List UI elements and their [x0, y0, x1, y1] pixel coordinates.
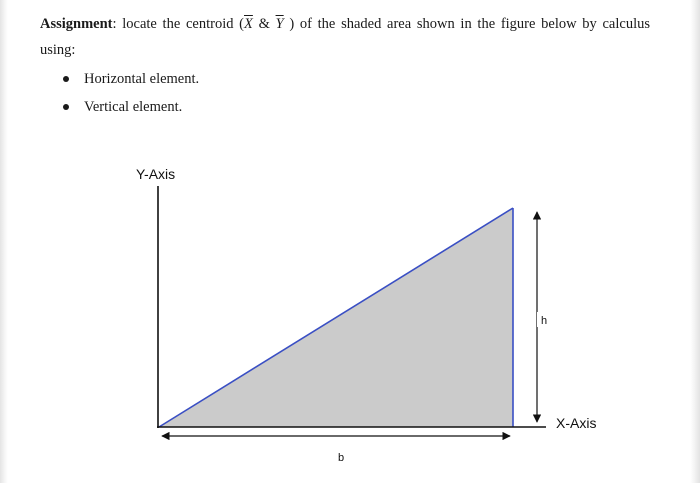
base-label: b	[338, 452, 345, 464]
assignment-text-part2: ) of the shaded area shown in the figure below by calculus using:	[40, 16, 650, 58]
ampersand: &	[252, 16, 276, 32]
assignment-text-part1: : locate the centroid (	[112, 16, 245, 32]
y-axis-label: Y-Axis	[136, 166, 176, 182]
list-item-label: Horizontal element.	[84, 71, 200, 87]
x-bar-symbol: $\overline{X}$	[244, 16, 253, 32]
y-bar-symbol: $\overline{Y}$	[275, 16, 284, 32]
list-item-label: Vertical element.	[84, 99, 183, 115]
assignment-label: Assignment	[40, 16, 113, 32]
height-label: h	[541, 315, 548, 327]
x-axis-label: X-Axis	[556, 415, 597, 431]
